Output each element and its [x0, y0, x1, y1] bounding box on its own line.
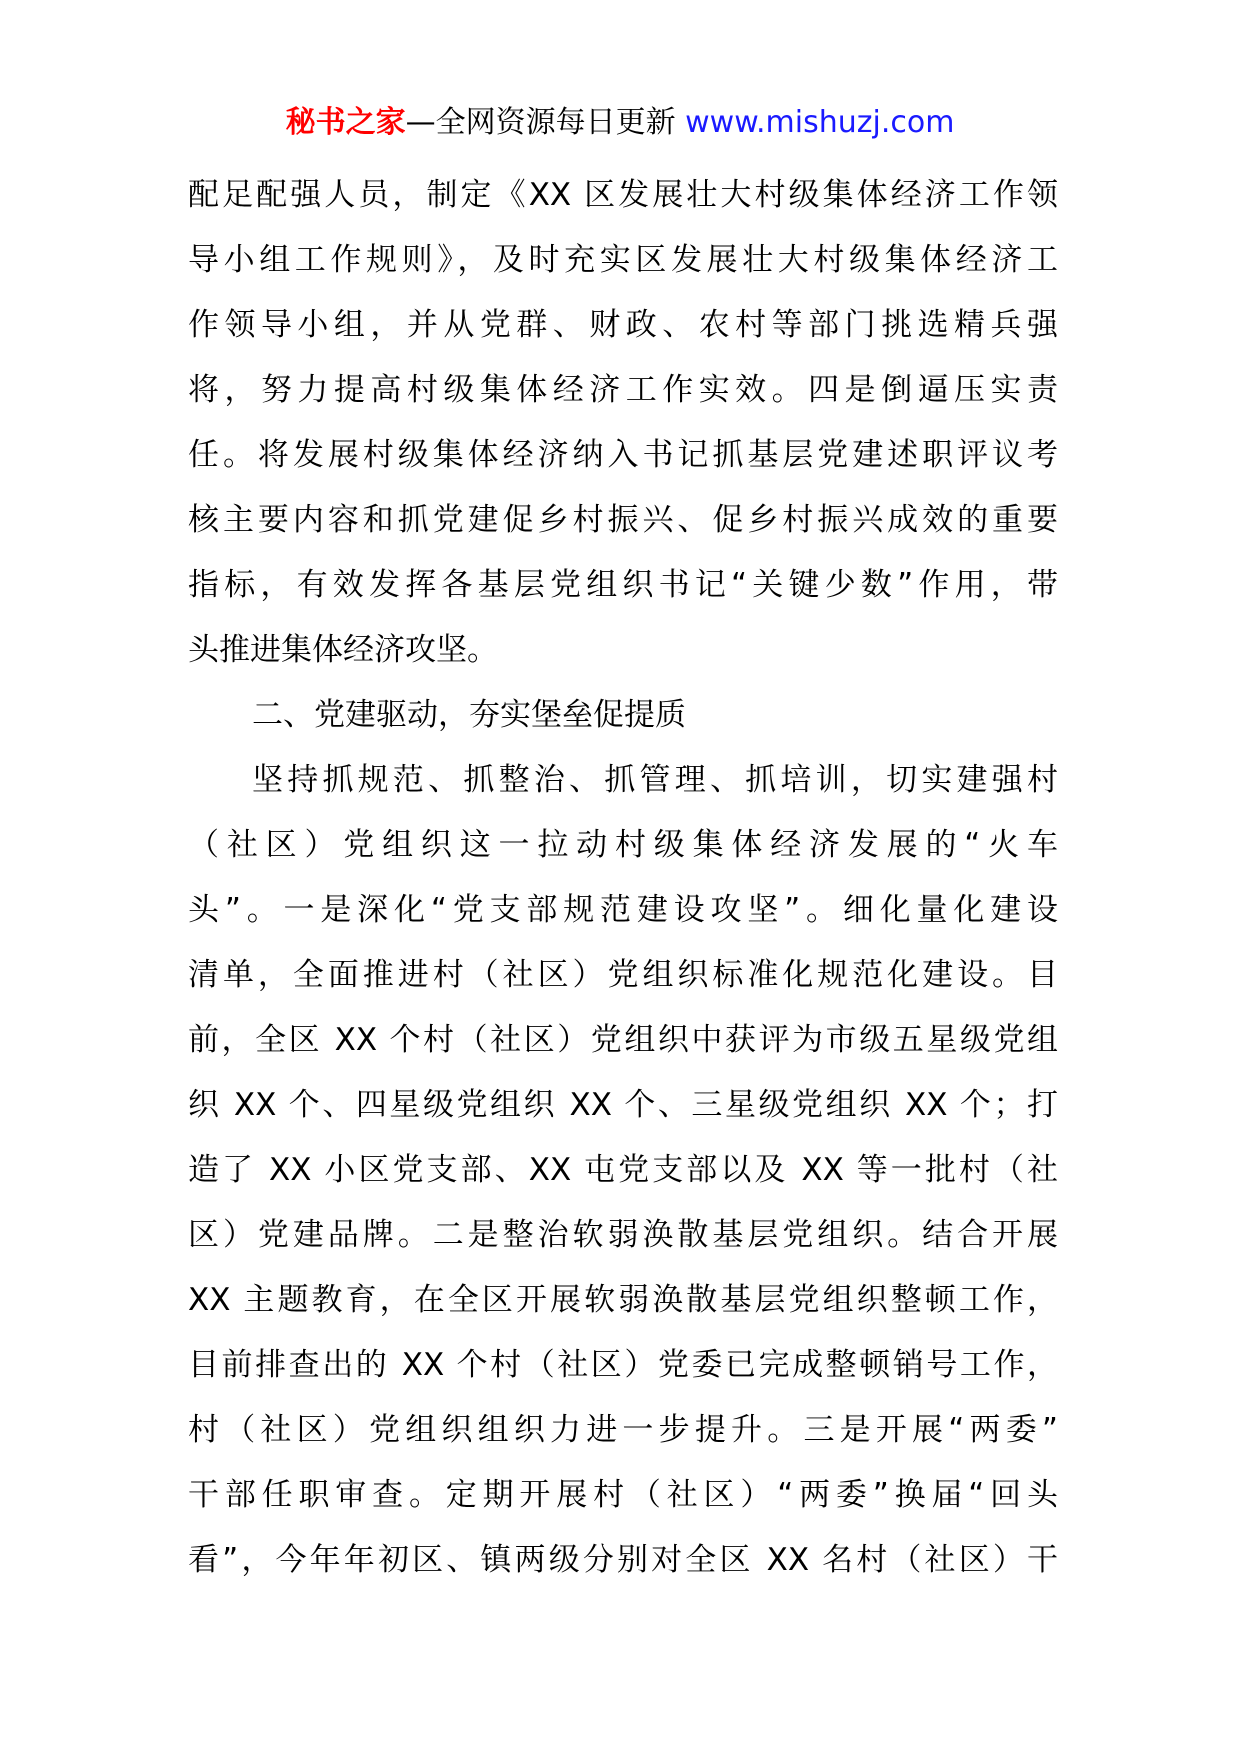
text-line: （社区）党组织这一拉动村级集体经济发展的“火车 — [188, 827, 1058, 863]
text-line: 看”，今年年初区、镇两级分别对全区 XX 名村（社区）干 — [188, 1542, 1058, 1578]
site-slogan: —全网资源每日更新 — [405, 105, 676, 140]
text-line: 配足配强人员，制定《XX 区发展壮大村级集体经济工作领 — [188, 177, 1058, 213]
text-line: 导小组工作规则》，及时充实区发展壮大村级集体经济工 — [188, 242, 1058, 278]
document-body — [188, 163, 1058, 1593]
text-line: 头”。一是深化“党支部规范建设攻坚”。细化量化建设 — [188, 892, 1058, 928]
site-brand: 秘书之家 — [285, 105, 406, 140]
text-line: 干部任职审查。定期开展村（社区）“两委”换届“回头 — [188, 1477, 1058, 1513]
text-line: 清单，全面推进村（社区）党组织标准化规范化建设。目 — [188, 957, 1058, 993]
text-line: 将，努力提高村级集体经济工作实效。四是倒逼压实责 — [188, 372, 1058, 408]
text-line: 作领导小组，并从党群、财政、农村等部门挑选精兵强 — [188, 307, 1058, 343]
text-line: 核主要内容和抓党建促乡村振兴、促乡村振兴成效的重要 — [188, 502, 1058, 538]
site-url-link[interactable]: www.mishuzj.com — [685, 105, 955, 140]
text-line: 区）党建品牌。二是整治软弱涣散基层党组织。结合开展 — [188, 1217, 1058, 1253]
text-line: 村（社区）党组织组织力进一步提升。三是开展“两委” — [188, 1412, 1058, 1448]
text-line: 头推进集体经济攻坚。 — [188, 632, 498, 668]
text-line: 前，全区 XX 个村（社区）党组织中获评为市级五星级党组 — [188, 1022, 1058, 1058]
text-line: 目前排查出的 XX 个村（社区）党委已完成整顿销号工作， — [188, 1347, 1058, 1383]
page-header — [0, 100, 1240, 146]
text-line: 织 XX 个、四星级党组织 XX 个、三星级党组织 XX 个；打 — [188, 1087, 1058, 1123]
text-line: 任。将发展村级集体经济纳入书记抓基层党建述职评议考 — [188, 437, 1058, 473]
text-line: 造了 XX 小区党支部、XX 屯党支部以及 XX 等一批村（社 — [188, 1152, 1058, 1188]
text-line: 指标，有效发挥各基层党组织书记“关键少数”作用，带 — [188, 567, 1058, 603]
section-heading: 二、党建驱动，夯实堡垒促提质 — [252, 697, 686, 733]
text-line: XX 主题教育，在全区开展软弱涣散基层党组织整顿工作， — [188, 1282, 1058, 1318]
text-line: 坚持抓规范、抓整治、抓管理、抓培训，切实建强村 — [252, 762, 1058, 798]
